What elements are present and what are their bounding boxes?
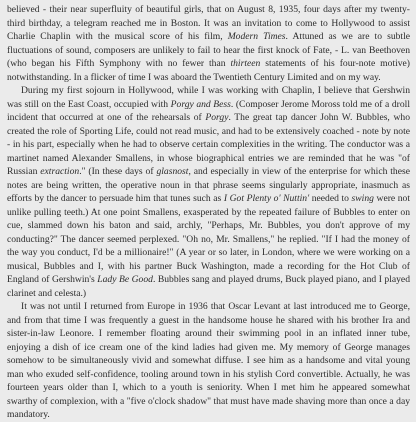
paragraph <box>7 3 410 84</box>
body-text <box>7 3 410 422</box>
text-run: statements of his four-note motive) notwithstanding. In a flicker of time I was aboard the Twentieth Century Limited and on my way. <box>7 58 410 83</box>
italic-text: I Got Plenty o' Nuttin' <box>223 193 310 204</box>
italic-text: Porgy and Bess <box>170 98 231 110</box>
italic-text: Porgy <box>205 112 229 123</box>
text-run: . Attuned as we are to subtle fluctuations of sound, composers are unlikely to fail to hear the first knock of Fate, - L. van Beethoven (who began his Fifth Symphony with no fewer than <box>7 31 410 69</box>
text-run: . (Composer Jerome Moross told me of a droll incident that occurred at one of the rehearsals of <box>7 98 410 123</box>
text-run: ." (In these days of <box>79 166 157 177</box>
text-run: . Bubbles sang and played drums, Buck played piano, and I played clarinet and celesta.) <box>7 274 410 299</box>
paragraph <box>7 84 410 300</box>
italic-text: extraction <box>40 166 80 177</box>
italic-text: Lady Be Good <box>97 274 153 285</box>
paragraph <box>7 300 410 422</box>
text-run: . The great tap dancer John W. Bubbles, who created the role of Sporting Life, could not read music, and had to be extensively coached - note by note - in his part, especially when he had to observe certain complexities in the writing. The conductor was a martinet named Alexander Smallens, in whose biographical entries we are reminded that he was "of Russian <box>7 112 410 177</box>
italic-text: swing <box>351 193 374 204</box>
text-run: During my first sojourn in Hollywood, while I was working with Chaplin, I believe that Gershwin was still on the East Coast, occupied with <box>7 85 410 110</box>
text-run: It was not until I returned from Europe in 1936 that Oscar Levant at last introduced me to George, and from that time I was frequently a guest in the handsome house he shared with his brother Ira and sister-in-law Leonore. I remember floating around their swimming pool in an inflated inner tube, enjoying a dish of ice cream one of the kind ladies had given me. My memory of George manages somehow to be simultaneously vivid and somewhat diffuse. I see him as a handsome and vital young man who exuded self-confidence, tooling around town in his stylish Cord convertible. Actually, he was fourteen years older than I, which to a youth is seniority. When I met him he appeared somewhat swarthy of complexion, with a "five o'clock shadow" that must have made shaving more than once a day mandatory. <box>7 301 410 420</box>
italic-text: glasnost <box>156 166 189 177</box>
italic-text: Modern Times <box>227 31 286 42</box>
text-run: , and especially in view of the enterprise for which these notes are being written, the operative noun in that phrase seems singularly appropriate, inasmuch as efforts by the dancer to persuade him that tunes such as <box>7 166 410 204</box>
text-run: were not unlike pulling teeth.) At one point Smallens, exasperated by the repeated failure of Bubbles to enter on cue, slammed down his baton and said, archly, "Perhaps, Mr. Bubbles, you don't approve of my conducting?" The dancer seemed perplexed. "Oh no, Mr. Smallens," he replied. "If I had the money of the way you conduct, I'd be a millionaire!" (A year or so later, in London, where we were working on a musical, Bubbles and I, with his partner Buck Washington, made a recording for the Hot Club of England of Gershwin's <box>7 193 410 285</box>
italic-text: thirteen <box>230 58 261 69</box>
text-run: believed - their near superfluity of beautiful girls, that on August 8, 1935, four days after my twenty-third birthday, a telegram reached me in Boston. It was an invitation to come to Hollywood to assist Charlie Chaplin with the musical score of his film, <box>7 4 410 42</box>
text-run: needed to <box>309 193 352 204</box>
